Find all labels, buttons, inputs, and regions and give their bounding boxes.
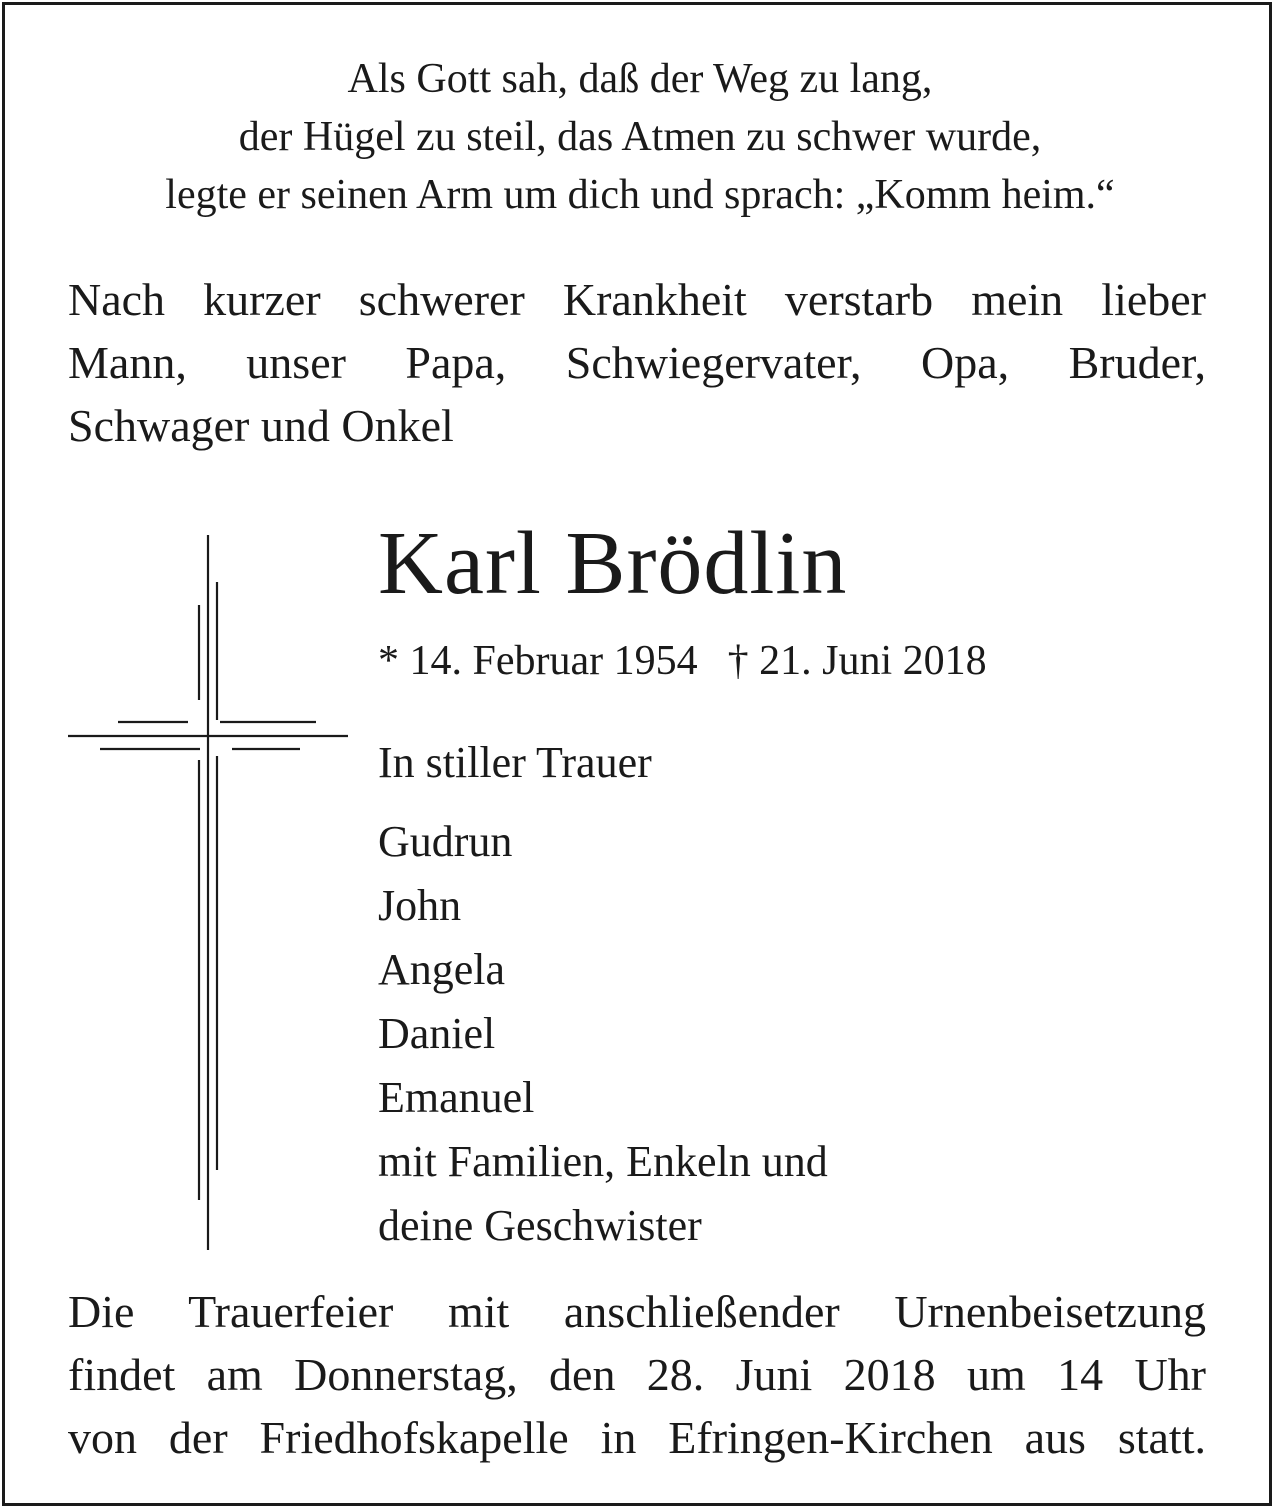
poem-line: Als Gott sah, daß der Weg zu lang, bbox=[347, 56, 933, 102]
poem-line: legte er seinen Arm um dich und sprach: „Komm heim.“ bbox=[165, 172, 1115, 218]
service-line: findet am Donnerstag, den 28. Juni 2018 um 14 Uhr bbox=[68, 1349, 1206, 1400]
cross-icon bbox=[60, 530, 360, 1260]
deceased-name: Karl Brödlin bbox=[378, 514, 848, 613]
service-line: von der Friedhofskapelle in Efringen-Kirchen aus statt. bbox=[68, 1412, 1206, 1463]
mourner-name: Emanuel bbox=[378, 1073, 535, 1122]
service-info bbox=[68, 1280, 1206, 1469]
death-date: † 21. Juni 2018 bbox=[727, 638, 987, 684]
poem bbox=[40, 50, 1240, 224]
poem-line: der Hügel zu steil, das Atmen zu schwer wurde, bbox=[238, 114, 1042, 160]
mourner-name: John bbox=[378, 881, 462, 930]
mourning-heading: In stiller Trauer bbox=[378, 738, 652, 787]
life-dates bbox=[378, 634, 987, 688]
mourner-name: Gudrun bbox=[378, 817, 513, 866]
mourners-list bbox=[378, 810, 828, 1258]
service-line: Die Trauerfeier mit anschließender Urnenbeisetzung bbox=[68, 1286, 1206, 1337]
birth-date: * 14. Februar 1954 bbox=[378, 638, 698, 684]
intro-line: Mann, unser Papa, Schwiegervater, Opa, Bruder, bbox=[68, 337, 1206, 388]
mourner-name: Angela bbox=[378, 945, 506, 994]
mourner-name: mit Familien, Enkeln und bbox=[378, 1137, 828, 1186]
intro-line: Nach kurzer schwerer Krankheit verstarb mein lieber bbox=[68, 274, 1206, 325]
mourner-name: deine Geschwister bbox=[378, 1201, 702, 1250]
intro-text bbox=[68, 268, 1206, 457]
intro-line: Schwager und Onkel bbox=[68, 400, 454, 451]
mourner-name: Daniel bbox=[378, 1009, 496, 1058]
